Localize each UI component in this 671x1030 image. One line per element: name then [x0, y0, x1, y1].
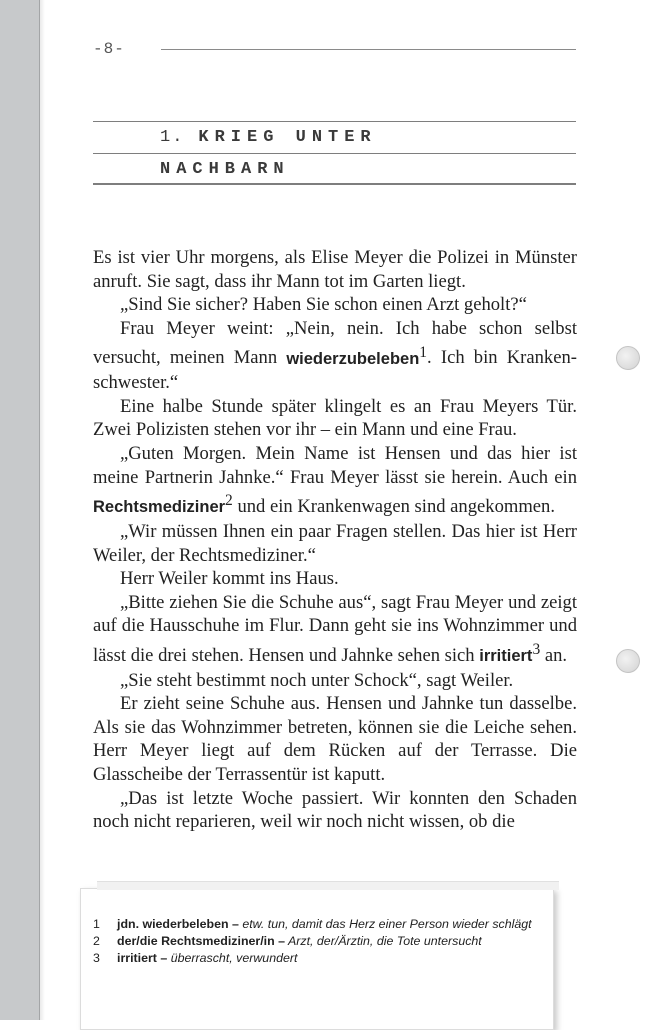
footnote-term: jdn. wiederbeleben – — [117, 917, 239, 931]
paragraph-text: „Bitte ziehen Sie die Schuhe aus“, sagt Frau Meyer und zeigt auf die Hausschuhe im Flur. Dann geht sie ins Wohnzimmer und lässt die drei stehen. Hensen und Jahnke sehen sich — [93, 591, 577, 667]
paragraph-text: . Ich bin Krankenschwester.“ — [93, 347, 577, 394]
paragraph-text: Er zieht seine Schuhe aus. Hensen und Jahnke tun dasselbe. Als sie das Wohnzimmer betreten, können sie die Leiche sehen. Herr Meyer liegt auf dem Rücken auf der Terrasse. Die Glasscheibe der Terrassentür ist kaputt. — [93, 693, 577, 786]
chapter-heading — [93, 121, 576, 185]
paragraph-text: „Guten Morgen. Mein Name ist Hensen und das hier ist meine Partnerin Jahnke.“ Frau Meyer lässt sie herein. Auch ein — [93, 442, 577, 488]
paragraph-text: Eine halbe Stunde später klingelt es an Frau Meyers Tür. Zwei Polizisten stehen vor ihr – ein Mann und eine Frau. — [93, 395, 577, 441]
punch-hole-lower — [616, 649, 640, 673]
paragraph — [93, 520, 577, 567]
footnote-number: 3 — [93, 951, 100, 965]
footnote-term: irritiert – — [117, 951, 168, 965]
paragraph-text: Es ist vier Uhr morgens, als Elise Meyer die Polizei in Münster anruft. Sie sagt, dass ihr Mann tot im Garten liegt. — [93, 247, 577, 292]
paragraph — [93, 787, 577, 834]
chapter-title-line-2: NACHBARN — [160, 160, 290, 179]
chapter-number: 1. — [160, 128, 185, 147]
footnote-definition: überrascht, verwundert — [167, 951, 298, 965]
footnote-row — [93, 951, 297, 965]
chapter-divider — [93, 153, 576, 154]
glossary-term-with-note — [286, 343, 428, 369]
paragraph-text: „Wir müssen Ihnen ein paar Fragen stellen. Das hier ist Herr Weiler, der Rechtsmediziner.“ — [93, 520, 577, 566]
paragraph — [93, 317, 577, 395]
paragraph — [93, 246, 577, 293]
footnote-row — [93, 917, 532, 931]
footnote-reference: 1 — [419, 343, 428, 361]
binding-strip — [0, 0, 40, 1020]
paragraph-text: Frau Meyer weint: „Nein, nein. Ich habe schon selbst versucht, meinen Mann — [93, 317, 577, 369]
footnote-reference: 3 — [532, 640, 541, 658]
paragraph — [93, 692, 577, 786]
glossary-term: irritiert — [479, 647, 533, 666]
paragraph-text: und ein Krankenwagen sind angekommen. — [232, 496, 556, 518]
footnote-reference: 2 — [225, 492, 233, 510]
paragraph-text: Herr Weiler kommt ins Haus. — [120, 568, 339, 590]
body-text — [93, 246, 577, 834]
paragraph-text: „Das ist letzte Woche passiert. Wir konnten den Schaden noch nicht reparieren, weil wir noch nicht wissen, ob die — [93, 787, 577, 833]
paragraph — [93, 442, 577, 520]
footnote-definition: Arzt, der/Ärztin, die Tote untersucht — [285, 934, 482, 948]
footnote-number: 2 — [93, 934, 100, 948]
footnote-number: 1 — [93, 917, 100, 931]
chapter-title-line-1 — [160, 128, 377, 147]
paragraph — [93, 395, 577, 442]
footnote-row — [93, 934, 482, 948]
paragraph — [93, 669, 577, 693]
header-rule — [161, 49, 576, 50]
footnote-box — [80, 888, 554, 1030]
chapter-title-text-1: KRIEG UNTER — [198, 128, 377, 147]
glossary-term: Rechtsmediziner — [93, 498, 226, 517]
paragraph-text: an. — [540, 645, 568, 667]
punch-hole-upper — [616, 346, 640, 370]
glossary-term-with-note — [479, 640, 541, 666]
glossary-term: wiederzubeleben — [286, 349, 420, 368]
paragraph — [93, 293, 577, 317]
page-number: -8- — [93, 40, 125, 58]
paragraph-text: „Sie steht bestimmt noch unter Schock“, sagt Weiler. — [120, 669, 514, 691]
paragraph — [93, 591, 577, 669]
paragraph-text: „Sind Sie sicher? Haben Sie schon einen Arzt geholt?“ — [120, 294, 527, 316]
paragraph — [93, 567, 577, 591]
footnote-term: der/die Rechtsmediziner/in – — [117, 934, 286, 948]
footnote-definition: etw. tun, damit das Herz einer Person wieder schlägt — [238, 917, 532, 931]
glossary-term-with-note — [93, 492, 233, 517]
